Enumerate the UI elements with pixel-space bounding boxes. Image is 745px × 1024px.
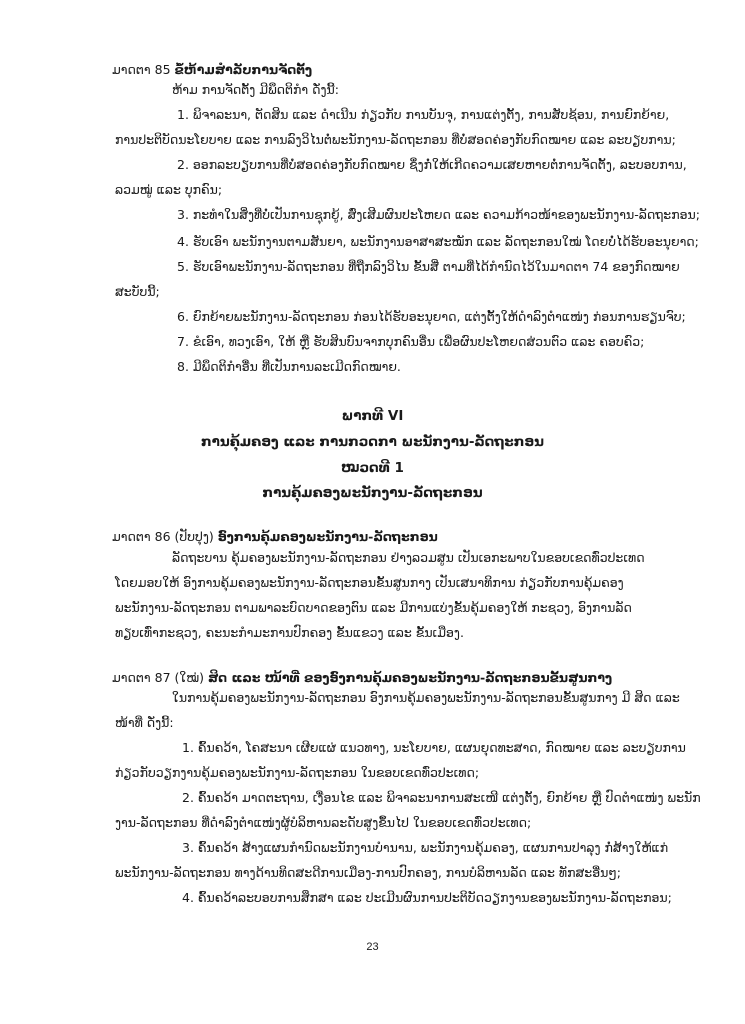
list-item: 4. ຄົ້ນຄວ້າລະບອບການສຶກສາ ແລະ ປະເມີນຜົນການປະຕິບັດວຽກງານຂອງພະນັກງານ-ລັດຖະກອນ; [182, 890, 672, 905]
paragraph-line: ທຽບເທົ່າກະຊວງ, ຄະນະກຳມະການປົກຄອງ ຂັ້ນແຂວງ ແລະ ຂັ້ນເມືອງ. [115, 625, 464, 640]
article-86-heading [112, 529, 438, 544]
article-label: ມາດຕາ [112, 62, 151, 77]
article-number: 87 [154, 670, 171, 685]
paragraph-line: ໂດຍມອບໃຫ້ ອົງການຄຸ້ມຄອງພະນັກງານ-ລັດຖະກອນຂັ້ນສູນກາງ ເປັນເສນາທິການ ກ່ຽວກັບການຄຸ້ມຄອງ [115, 575, 624, 590]
part-heading: ພາກທີ VI [341, 408, 404, 424]
article-status: (ໃໝ່) [174, 670, 204, 685]
article-87-heading [112, 670, 612, 685]
part-title: ການຄຸ້ມຄອງ ແລະ ການກວດກາ ພະນັກງານ-ລັດຖະກອນ [200, 434, 545, 450]
article-title: ອົງການຄຸ້ມຄອງພະນັກງານ-ລັດຖະກອນ [217, 529, 438, 544]
article-title: ສິດ ແລະ ໜ້າທີ່ ຂອງອົງການຄຸ້ມຄອງພະນັກງານ-ລັດຖະກອນຂັ້ນສູນກາງ [207, 670, 613, 685]
list-item-continuation: ກ່ຽວກັບວຽກງານຄຸ້ມຄອງພະນັກງານ-ລັດຖະກອນ ໃນຂອບເຂດທົ່ວປະເທດ; [115, 765, 480, 780]
list-item-continuation: ພະນັກງານ-ລັດຖະກອນ ທາງດ້ານທິດສະດີການເມືອງ-ການປົກຄອງ, ການບໍລິຫານລັດ ແລະ ທັກສະອື່ນໆ; [115, 865, 621, 880]
chapter-heading: ໝວດທີ 1 [341, 460, 404, 476]
list-item-continuation: ງານ-ລັດຖະກອນ ທີ່ດຳລົງຕຳແໜ່ງຜູ້ບໍລິຫານລະດັບສູງຂຶ້ນໄປ ໃນຂອບເຂດທົ່ວປະເທດ; [115, 815, 532, 830]
list-item: 3. ກະທຳໃນສິ່ງທີ່ບໍ່ເປັນການຊຸກຍູ້, ສົ່ງເສີມຜົນປະໂຫຍດ ແລະ ຄວາມກ້າວໜ້າຂອງພະນັກງານ-ລັດຖະກອນ; [177, 207, 700, 222]
list-item-continuation: ສະບັບນີ້; [115, 284, 160, 299]
article-number: 86 [154, 529, 171, 544]
list-item-continuation: ລວມໝູ່ ແລະ ບຸກຄົນ; [115, 182, 223, 197]
list-item: 2. ຄົ້ນຄວ້າ ມາດຕະຖານ, ເງື່ອນໄຂ ແລະ ພິຈາລະນາການສະເໜີ ແຕ່ງຕັ້ງ, ຍົກຍ້າຍ ຫຼື ປົດຕຳແໜ່ງ ພະນັກ [182, 790, 701, 805]
list-item: 1. ພິຈາລະນາ, ຕັດສິນ ແລະ ດຳເນີນ ກ່ຽວກັບ ການບັນຈຸ, ການແຕ່ງຕັ້ງ, ການສັບຊ້ອນ, ການຍົກຍ້າຍ, [177, 107, 670, 122]
article-number: 85 [154, 62, 171, 77]
page-number: 23 [366, 941, 379, 953]
paragraph-line: ລັດຖະບານ ຄຸ້ມຄອງພະນັກງານ-ລັດຖະກອນ ຢ່າງລວມສູນ ເປັນເອກະພາບໃນຂອບເຂດທົ່ວປະເທດ [172, 550, 645, 565]
list-item: 3. ຄົ້ນຄວ້າ ສ້າງແຜນກຳນົດພະນັກງານບຳນານ, ພະນັກງານຄຸ້ມຄອງ, ແຜນການປາລຸງ ກໍ່ສ້າງໃຫ້ແກ່ [182, 840, 669, 855]
list-item: 8. ມີພຶດຕິກຳອື່ນ ທີ່ເປັນການລະເມີດກົດໝາຍ. [177, 359, 401, 374]
paragraph-line: ຫ້າມ ການຈັດຕັ້ງ ມີພຶດຕິກຳ ດັ່ງນີ້: [172, 82, 339, 97]
article-title: ຂໍ້ຫ້າມສຳລັບການຈັດຕັ້ງ [174, 62, 313, 77]
list-item: 5. ຮັບເອົາພະນັກງານ-ລັດຖະກອນ ທີ່ຖືກລົງວິໄນ ຂັ້ນສີ່ ຕາມທີ່ໄດ້ກຳນົດໄວ້ໃນມາດຕາ 74 ຂອງກົດໝາຍ [177, 259, 680, 274]
paragraph-line: ພະນັກງານ-ລັດຖະກອນ ຕາມພາລະບົດບາດຂອງຕົນ ແລະ ມີການແບ່ງຂັ້ນຄຸ້ມຄອງໃຫ້ ກະຊວງ, ອົງການລັດ [115, 600, 632, 615]
list-item-continuation: ການປະຕິບັດນະໂຍບາຍ ແລະ ການລົງວິໄນຕໍ່ພະນັກງານ-ລັດຖະກອນ ທີ່ບໍ່ສອດຄ່ອງກັບກົດໝາຍ ແລະ ລະບຽບການ; [115, 132, 676, 147]
article-label: ມາດຕາ [112, 670, 151, 685]
article-85-heading [112, 62, 312, 77]
article-label: ມາດຕາ [112, 529, 151, 544]
list-item: 2. ອອກລະບຽບການທີ່ບໍ່ສອດຄ່ອງກັບກົດໝາຍ ຊຶ່ງກໍ່ໃຫ້ເກີດຄວາມເສຍຫາຍຕໍ່ການຈັດຕັ້ງ, ລະບອບການ, [177, 157, 687, 172]
list-item: 7. ຂໍເອົາ, ທວງເອົາ, ໃຫ້ ຫຼື ຮັບສິນບົນຈາກບຸກຄົນອື່ນ ເພື່ອຜົນປະໂຫຍດສ່ວນຕົວ ແລະ ຄອບຄົວ; [177, 334, 645, 349]
paragraph-line: ໃນການຄຸ້ມຄອງພະນັກງານ-ລັດຖະກອນ ອົງການຄຸ້ມຄອງພະນັກງານ-ລັດຖະກອນຂັ້ນສູນກາງ ມີ ສິດ ແລະ [172, 690, 680, 705]
list-item: 1. ຄົ້ນຄວ້າ, ໂຄສະນາ ເຜີຍແຜ່ ແນວທາງ, ນະໂຍບາຍ, ແຜນຍຸດທະສາດ, ກົດໝາຍ ແລະ ລະບຽບການ [182, 740, 686, 755]
list-item: 6. ຍົກຍ້າຍພະນັກງານ-ລັດຖະກອນ ກ່ອນໄດ້ຮັບອະນຸຍາດ, ແຕ່ງຕັ້ງໃຫ້ດຳລົງຕຳແໜ່ງ ກ່ອນການຮຽນຈົບ; [177, 309, 686, 324]
article-status: (ປັບປຸງ) [174, 529, 214, 544]
list-item: 4. ຮັບເອົາ ພະນັກງານຕາມສັນຍາ, ພະນັກງານອາສາສະໝັກ ແລະ ລັດຖະກອນໃໝ່ ໂດຍບໍ່ໄດ້ຮັບອະນຸຍາດ; [177, 234, 699, 249]
paragraph-line: ໜ້າທີ່ ດັ່ງນີ້: [115, 715, 174, 730]
chapter-title: ການຄຸ້ມຄອງພະນັກງານ-ລັດຖະກອນ [262, 485, 483, 501]
